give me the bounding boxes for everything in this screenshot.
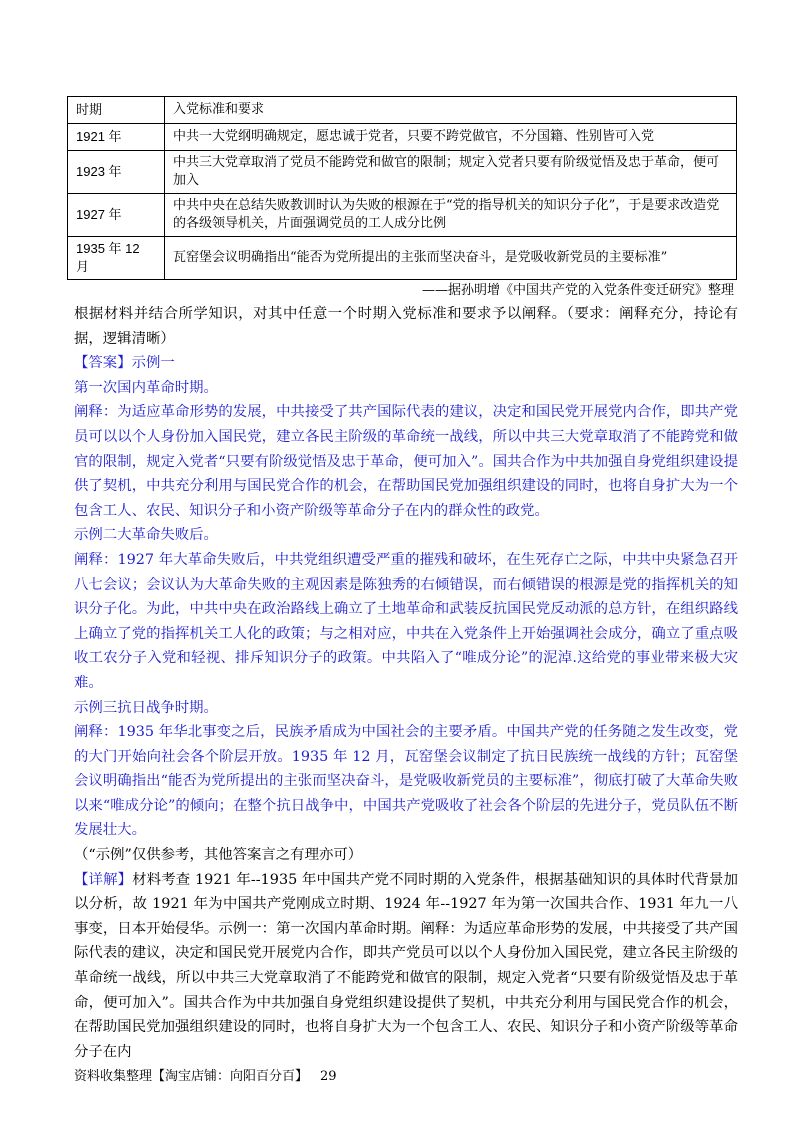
example-2-title: 示例二大革命失败后。 xyxy=(74,527,218,544)
question-text: 根据材料并结合所学知识，对其中任意一个时期入党标准和要求予以阐释。（要求：阐释充分，持论有据，逻辑清晰） xyxy=(74,306,738,347)
example-2-text: 阐释：1927 年大革命失败后，中共党组织遭受严重的摧残和破坏，在生死存亡之际，中共中央紧急召开八七会议；会议认为大革命失败的主观因素是陈独秀的右倾错误，而右倾错误的根源是党的指挥机关的知识分子化。为此，中共中央在政治路线上确立了土地革命和武装反抗国民党反动派的总方针，在组织路线上确立了党的指挥机关工人化的政策；与之相对应，中共在入党条件上开始强调社会成分，确立了重点吸收工农分子入党和轻视、排斥知识分子的政策。中共陷入了“唯成分论”的泥淖.这给党的事业带来极大灾难。 xyxy=(74,551,738,691)
answer-label: 【答案】 xyxy=(74,355,132,372)
table-header-row xyxy=(68,97,737,124)
table-row xyxy=(68,124,737,151)
row-standard: 中共三大党章取消了党员不能跨党和做官的限制；规定入党者只要有阶级觉悟及忠于革命，便可加入 xyxy=(165,151,737,194)
answer-note: （“示例”仅供参考，其他答案言之有理亦可） xyxy=(74,847,363,864)
row-period: 1927 年 xyxy=(68,194,165,237)
example-3-title: 示例三抗日战争时期。 xyxy=(74,699,218,716)
row-period: 1935 年 12 月 xyxy=(68,237,165,280)
table-source: ——据孙明增《中国共产党的入党条件变迁研究》整理 xyxy=(421,283,734,298)
explanation-label: 【详解】 xyxy=(74,871,133,888)
period-standards-table xyxy=(67,96,737,280)
question-and-answer xyxy=(74,302,738,1064)
row-period: 1921 年 xyxy=(68,124,165,151)
page-number: 29 xyxy=(320,1069,337,1084)
example-1-text: 阐释：为适应革命形势的发展，中共接受了共产国际代表的建议，决定和国民党开展党内合作，即共产党员可以以个人身份加入国民党，建立各民主阶级的革命统一战线，所以中共三大党章取消了不能跨党和做官的限制，规定入党者“只要有阶级觉悟及忠于革命，便可加入”。国共合作为中共加强自身党组织建设提供了契机，中共充分利用与国民党合作的机会，在帮助国民党加强组织建设的同时，也将自身扩大为一个包含工人、农民、知识分子和小资产阶级等革命分子在内的群众性的政党。 xyxy=(74,404,738,519)
table-row xyxy=(68,151,737,194)
header-standard: 入党标准和要求 xyxy=(165,97,737,124)
row-period: 1923 年 xyxy=(68,151,165,194)
footer-text: 资料收集整理【淘宝店铺：向阳百分百】 xyxy=(74,1069,309,1084)
example-3-text: 阐释：1935 年华北事变之后，民族矛盾成为中国社会的主要矛盾。中国共产党的任务随之发生改变，党的大门开始向社会各个阶层开放。1935 年 12 月，瓦窑堡会议制定了抗日民族统一战线的方针；瓦窑堡会议明确指出“能否为党所提出的主张而坚决奋斗，是党吸收新党员的主要标准”，彻底打破了大革命失败以来“唯成分论”的倾向；在整个抗日战争中，中国共产党吸收了社会各个阶层的先进分子，党员队伍不断发展壮大。 xyxy=(74,724,738,839)
answer-heading xyxy=(74,351,738,376)
row-standard: 瓦窑堡会议明确指出“能否为党所提出的主张而坚决奋斗，是党吸收新党员的主要标准” xyxy=(165,237,737,280)
header-period: 时期 xyxy=(68,97,165,124)
row-standard: 中共一大党纲明确规定，愿忠诚于党者，只要不跨党做官，不分国籍、性别皆可入党 xyxy=(165,124,737,151)
explanation-text: 材料考查 1921 年--1935 年中国共产党不同时期的入党条件，根据基础知识的具体时代背景加以分析，故 1921 年为中国共产党刚成立时期、1924 年--1927 年为第一次国共合作、1931 年九一八事变，日本开始侵华。示例一：第一次国内革命时期。阐释：为适应革命形势的发展，中共接受了共产国际代表的建议，决定和国民党开展党内合作，即共产党员可以以个人身份加入国民党，建立各民主阶级的革命统一战线，所以中共三大党章取消了不能跨党和做官的限制，规定入党者“只要有阶级觉悟及忠于革命，便可加入”。国共合作为中共加强自身党组织建设提供了契机，中共充分利用与国民党合作的机会，在帮助国民党加强组织建设的同时，也将自身扩大为一个包含工人、农民、知识分子和小资产阶级等革命分子在内 xyxy=(74,871,738,1060)
explanation xyxy=(74,868,738,1065)
row-standard: 中共中央在总结失败教训时认为失败的根源在于“党的指导机关的知识分子化”，于是要求改造党的各级领导机关，片面强调党员的工人成分比例 xyxy=(165,194,737,237)
table-row xyxy=(68,237,737,280)
example-1-title: 第一次国内革命时期。 xyxy=(74,379,218,396)
table-row xyxy=(68,194,737,237)
answer-example-label: 示例一 xyxy=(131,355,175,372)
page-footer xyxy=(74,1068,337,1086)
